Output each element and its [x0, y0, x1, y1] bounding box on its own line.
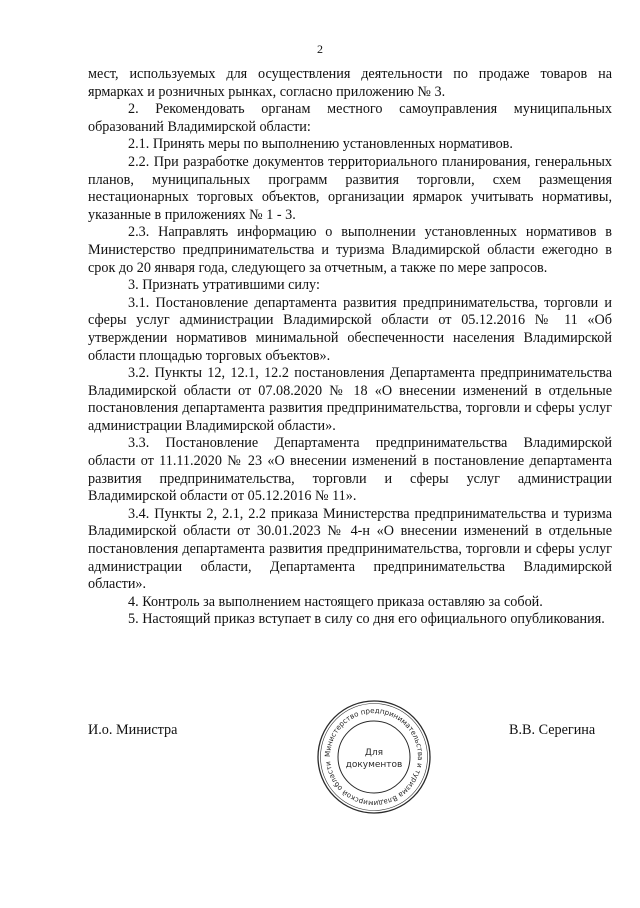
paragraph-3-4: 3.4. Пункты 2, 2.1, 2.2 приказа Министерства предпринимательства и туризма Владимирской области от 30.01.2023 № 4-н «О внесении изменений в отдельные постановления департамента развития предпринимательства, торговли и сферы услуг администрации области, Департамента предпринимательства Владимирской области».	[88, 505, 612, 593]
seal-ring-text: Министерство предпринимательства и туризма Владимирской области	[322, 705, 426, 809]
paragraph-2: 2. Рекомендовать органам местного самоуправления муниципальных образований Владимирской области:	[88, 101, 612, 135]
paragraph-5: 5. Настоящий приказ вступает в силу со дня его официального опубликования.	[128, 611, 605, 628]
paragraph-2-2: 2.2. При разработке документов территориального планирования, генеральных планов, муниципальных программ развития торговли, схем размещения нестационарных торговых объектов, организации ярмарок учитывать нормативы, указанные в приложениях № 1 - 3.	[88, 153, 612, 223]
paragraph-continuation: мест, используемых для осуществления деятельности по продаже товаров на ярмарках и розничных рынках, согласно приложению № 3.	[88, 66, 612, 100]
paragraph-2-3: 2.3. Направлять информацию о выполнении установленных нормативов в Министерство предпринимательства и туризма Владимирской области ежегодно в срок до 20 января года, следующего за отчетным, а также по мере запросов.	[88, 224, 612, 276]
seal-center-line-2: документов	[345, 760, 403, 770]
seal-graphic	[316, 699, 432, 815]
document-body	[88, 66, 612, 629]
paragraph-3: 3. Признать утратившими силу:	[128, 277, 320, 294]
paragraph-3-1: 3.1. Постановление департамента развития предпринимательства, торговли и сферы услуг администрации Владимирской области от 05.12.2016 № 11 «Об утверждении нормативов минимальной обеспеченности населения Владимирской области площадью торговых объектов».	[88, 294, 612, 364]
page-number: 2	[317, 42, 323, 56]
paragraph-3-3: 3.3. Постановление Департамента предпринимательства Владимирской области от 11.11.2020 № 23 «О внесении изменений в постановление департамента развития предпринимательства, торговли и сферы услуг администрации Владимирской области от 05.12.2016 № 11».	[88, 435, 612, 505]
official-seal	[316, 699, 432, 815]
paragraph-2-1: 2.1. Принять меры по выполнению установленных нормативов.	[128, 136, 513, 153]
paragraph-4: 4. Контроль за выполнением настоящего приказа оставляю за собой.	[128, 593, 543, 610]
seal-center-line-1: Для	[364, 748, 384, 758]
signatory-name: В.В. Серегина	[509, 722, 596, 738]
paragraph-3-2: 3.2. Пункты 12, 12.1, 12.2 постановления Департамента предпринимательства Владимирской области от 07.08.2020 № 18 «О внесении изменений в отдельные постановления департамента развития предпринимательства, торговли и сферы услуг администрации Владимирской области».	[88, 365, 612, 434]
signatory-title: И.о. Министра	[88, 722, 178, 738]
